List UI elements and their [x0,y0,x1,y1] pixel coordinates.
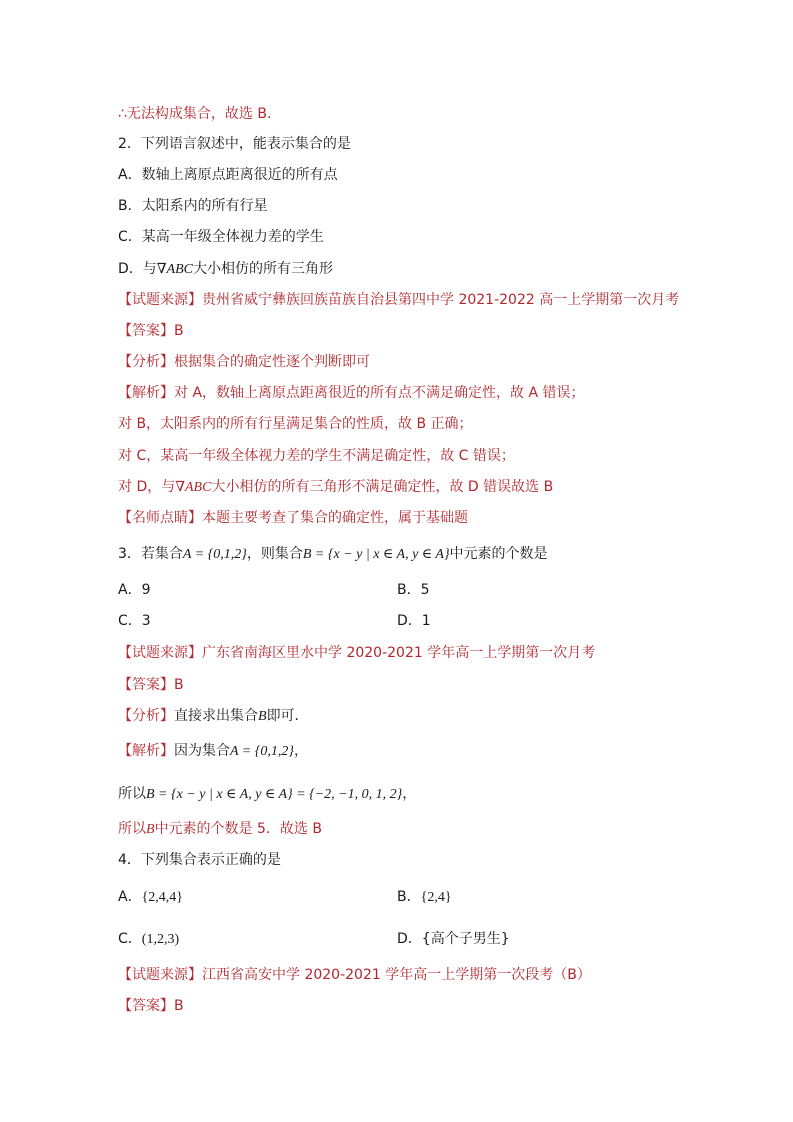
q3-analysis: 【分析】直接求出集合B即可． [118,708,309,724]
q3-solution-line1: 【解析】因为集合A = {0,1,2}， [118,743,308,759]
q3-option-d: D．1 [397,613,431,629]
q4-option-b: B．{2,4} [397,889,452,905]
q2-answer: 【答案】B [118,323,184,339]
q2-solution-line1: 【解析】对 A，数轴上离原点距离很近的所有点不满足确定性，故 A 错误； [118,385,585,401]
q4-source: 【试题来源】江西省高安中学 2020-2021 学年高一上学期第一次段考（B） [118,967,591,983]
q2-option-a: A．数轴上离原点距离很近的所有点 [118,167,338,183]
q4-option-a: A．{2,4,4} [118,889,184,905]
q1-conclusion: ∴无法构成集合，故选 B． [118,106,281,122]
q3-option-c: C．3 [118,613,151,629]
q2-analysis: 【分析】根据集合的确定性逐个判断即可 [118,354,370,370]
q2-option-b: B．太阳系内的所有行星 [118,198,268,214]
q3-answer: 【答案】B [118,677,184,693]
q4-answer: 【答案】B [118,998,184,1014]
q3-source: 【试题来源】广东省南海区里水中学 2020-2021 学年高一上学期第一次月考 [118,645,596,661]
q4-option-c: C．(1,2,3) [118,931,180,947]
q2-solution-line2: 对 B，太阳系内的所有行星满足集合的性质，故 B 正确； [118,416,473,432]
q3-stem: 3．若集合A = {0,1,2}，则集合B = {x − y | x ∈ A, y ∈ A}中元素的个数是 [118,546,548,562]
q2-stem: 2．下列语言叙述中，能表示集合的是 [118,136,351,152]
q2-option-c: C．某高一年级全体视力差的学生 [118,229,324,245]
q4-option-d: D．{高个子男生} [397,931,510,947]
q2-source: 【试题来源】贵州省威宁彝族回族苗族自治县第四中学 2021-2022 高一上学期第一次月考 [118,292,680,308]
q4-stem: 4．下列集合表示正确的是 [118,852,281,868]
q2-teacher-comment: 【名师点睛】本题主要考查了集合的确定性，属于基础题 [118,510,468,526]
q2-solution-line4: 对 D，与∇ABC大小相仿的所有三角形不满足确定性，故 D 错误故选 B [118,479,554,495]
q2-solution-line3: 对 C，某高一年级全体视力差的学生不满足确定性，故 C 错误； [118,448,515,464]
q3-option-a: A．9 [118,582,151,598]
q3-solution-line2: 所以B = {x − y | x ∈ A, y ∈ A} = {−2, −1, 0, 1, 2}， [118,786,417,802]
q3-option-b: B．5 [397,582,430,598]
q3-solution-line3: 所以B中元素的个数是 5．故选 B [118,821,322,837]
q2-option-d: D．与∇ABC大小相仿的所有三角形 [118,261,333,277]
